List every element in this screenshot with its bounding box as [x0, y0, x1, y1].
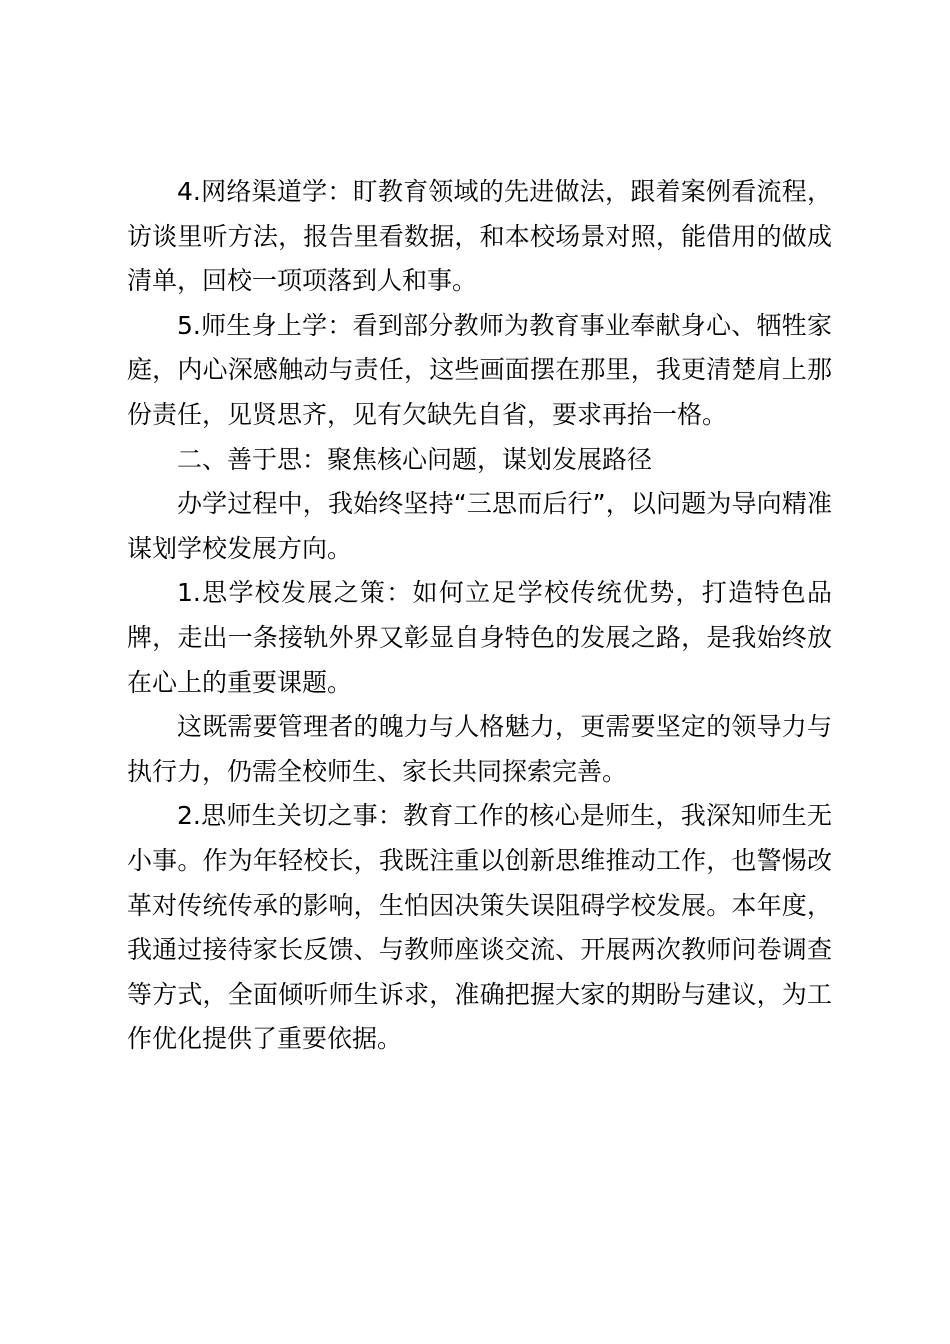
paragraph-teacher-student-concerns: 2.思师生关切之事：教育工作的核心是师生，我深知师生无小事。作为年轻校长，我既注重以创新思维推动工作，也警惕改革对传统传承的影响，生怕因决策失误阻碍学校发展。本年度，我通过接待家长反馈、与教师座谈交流、开展两次教师问卷调查等方式，全面倾听师生诉求，准确把握大家的期盼与建议，为工作优化提供了重要依据。 — [127, 801, 832, 1054]
paragraph-section-intro: 办学过程中，我始终坚持“三思而后行”，以问题为导向精准谋划学校发展方向。 — [127, 489, 832, 563]
section-heading: 二、善于思：聚焦核心问题，谋划发展路径 — [177, 444, 653, 474]
paragraph-school-development: 1.思学校发展之策：如何立足学校传统优势，打造特色品牌，走出一条接轨外界又彰显自身特色的发展之路，是我始终放在心上的重要课题。 — [127, 578, 832, 697]
paragraph-learning-from-teachers: 5.师生身上学：看到部分教师为教育事业奉献身心、牺牲家庭，内心深感触动与责任，这些画面摆在那里，我更清楚肩上那份责任，见贤思齐，见有欠缺先自省，要求再抬一格。 — [127, 310, 832, 429]
document-page — [127, 170, 832, 1062]
paragraph-leadership: 这既需要管理者的魄力与人格魅力，更需要坚定的领导力与执行力，仍需全校师生、家长共同探索完善。 — [127, 712, 832, 786]
paragraph-online-learning: 4.网络渠道学：盯教育领域的先进做法，跟着案例看流程，访谈里听方法，报告里看数据，和本校场景对照，能借用的做成清单，回校一项项落到人和事。 — [127, 177, 832, 296]
